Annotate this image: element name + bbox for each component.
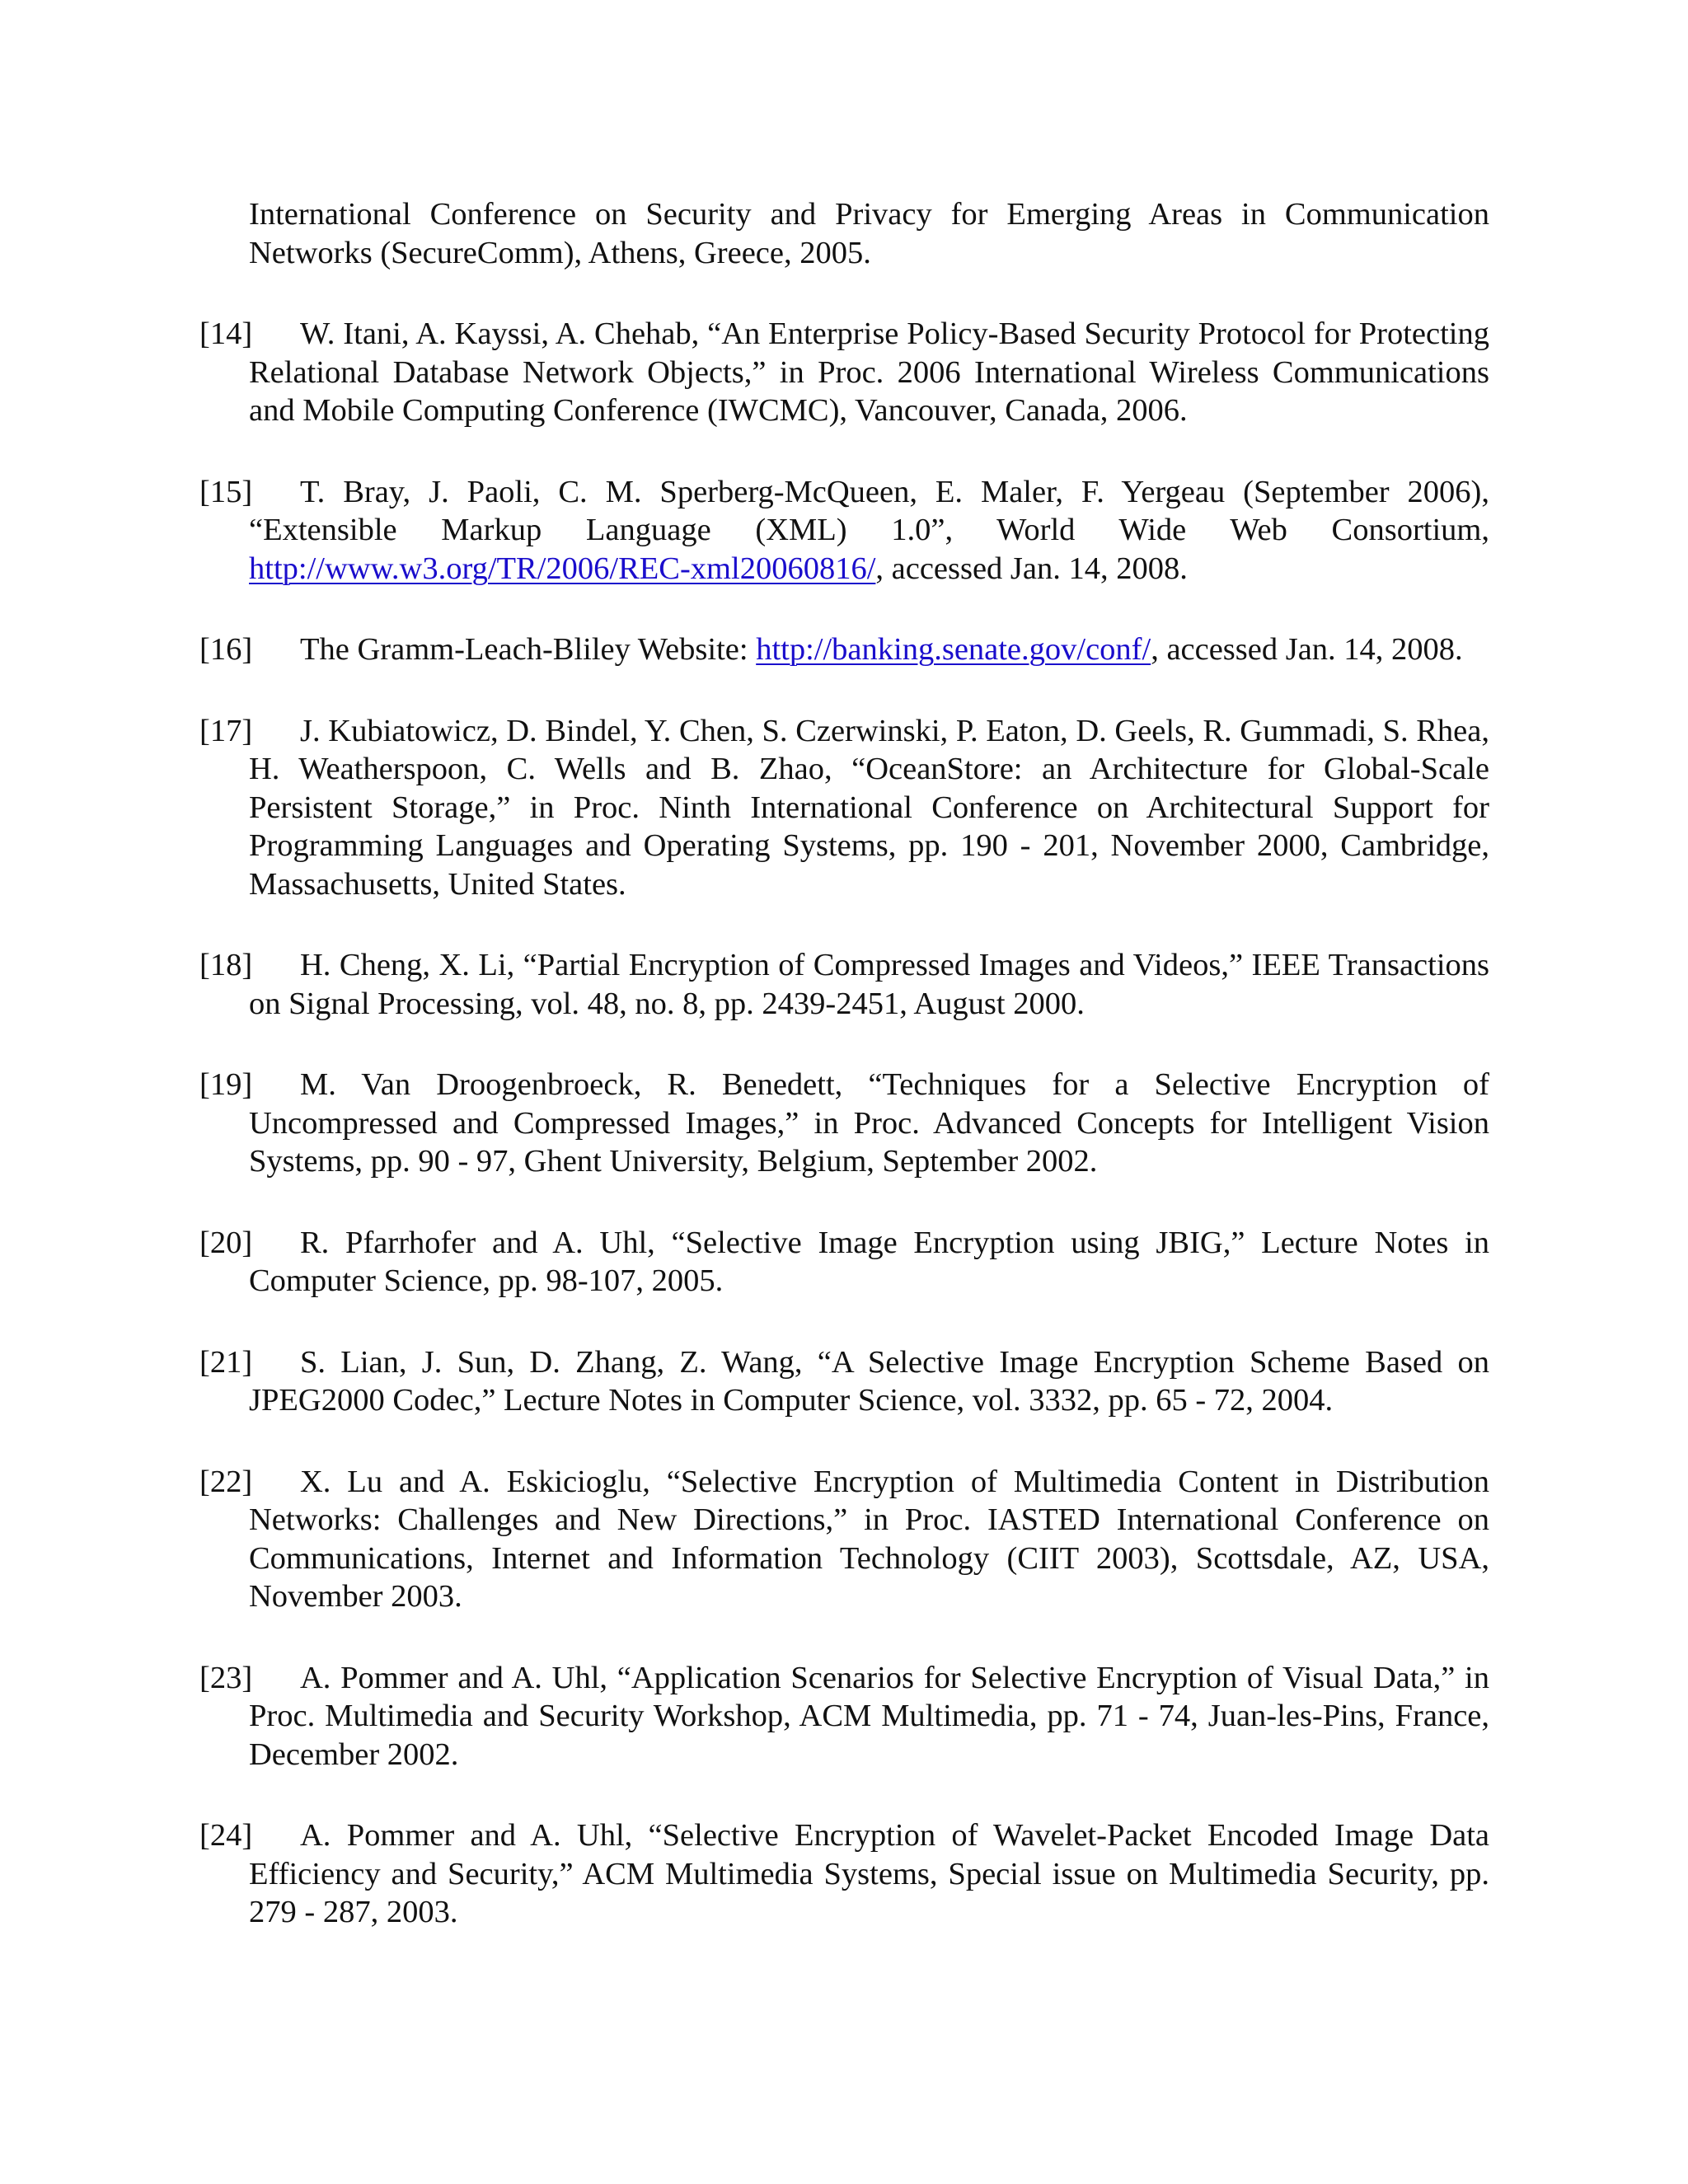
reference-15 xyxy=(199,473,1489,588)
reference-link[interactable]: http://banking.senate.gov/conf/ xyxy=(756,632,1151,667)
reference-number: [14] xyxy=(199,316,253,351)
reference-text: The Gramm-Leach-Bliley Website: xyxy=(300,632,757,667)
reference-text: R. Pfarrhofer and A. Uhl, “Selective Image Encryption using JBIG,” Lecture Notes in Computer Science, pp. 98-107, 2005. xyxy=(249,1225,1489,1298)
reference-number: [19] xyxy=(199,1067,253,1102)
reference-24 xyxy=(199,1816,1489,1932)
reference-13-continuation: International Conference on Security and Privacy for Emerging Areas in Communication Networks (SecureComm), Athens, Greece, 2005. xyxy=(249,197,1489,270)
reference-16 xyxy=(199,630,1489,669)
reference-number: [17] xyxy=(199,713,253,748)
reference-17 xyxy=(199,712,1489,904)
reference-14 xyxy=(199,315,1489,430)
reference-text: M. Van Droogenbroeck, R. Benedett, “Techniques for a Selective Encryption of Uncompressed and Compressed Images,” in Proc. Advanced Concepts for Intelligent Vision Systems, pp. 90 - 97, Ghent University, Belgium, September 2002. xyxy=(249,1067,1489,1179)
reference-22 xyxy=(199,1463,1489,1616)
reference-text-tail: , accessed Jan. 14, 2008. xyxy=(875,551,1188,586)
reference-text-tail: , accessed Jan. 14, 2008. xyxy=(1151,632,1463,667)
reference-text: A. Pommer and A. Uhl, “Selective Encryption of Wavelet-Packet Encoded Image Data Efficiency and Security,” ACM Multimedia Systems, Special issue on Multimedia Security, pp. 279 - 287, 2003. xyxy=(249,1818,1489,1929)
reference-number: [21] xyxy=(199,1344,253,1380)
reference-20 xyxy=(199,1224,1489,1301)
reference-text: X. Lu and A. Eskicioglu, “Selective Encryption of Multimedia Content in Distribution Networks: Challenges and New Directions,” in Proc. IASTED International Conference on Communications, Internet and Information Technology (CIIT 2003), Scottsdale, AZ, USA, November 2003. xyxy=(249,1464,1489,1614)
reference-text: S. Lian, J. Sun, D. Zhang, Z. Wang, “A Selective Image Encryption Scheme Based on JPEG2000 Codec,” Lecture Notes in Computer Science, vol. 3332, pp. 65 - 72, 2004. xyxy=(249,1344,1489,1418)
reference-link[interactable]: http://www.w3.org/TR/2006/REC-xml20060816/ xyxy=(249,551,876,586)
reference-23 xyxy=(199,1659,1489,1774)
reference-number: [15] xyxy=(199,474,253,509)
reference-text: T. Bray, J. Paoli, C. M. Sperberg-McQueen, E. Maler, F. Yergeau (September 2006), “Extensible Markup Language (XML) 1.0”, World Wide Web Consortium, xyxy=(249,474,1489,547)
reference-number: [20] xyxy=(199,1225,253,1260)
reference-number: [16] xyxy=(199,632,253,667)
reference-text: H. Cheng, X. Li, “Partial Encryption of Compressed Images and Videos,” IEEE Transactions on Signal Processing, vol. 48, no. 8, pp. 2439-2451, August 2000. xyxy=(249,948,1489,1021)
reference-19 xyxy=(199,1066,1489,1181)
reference-number: [22] xyxy=(199,1464,253,1499)
reference-list xyxy=(199,195,1489,1975)
reference-number: [23] xyxy=(199,1660,253,1695)
reference-text: J. Kubiatowicz, D. Bindel, Y. Chen, S. Czerwinski, P. Eaton, D. Geels, R. Gummadi, S. Rhea, H. Weatherspoon, C. Wells and B. Zhao, “OceanStore: an Architecture for Global-Scale Persistent Storage,” in Proc. Ninth International Conference on Architectural Support for Programming Languages and Operating Systems, pp. 190 - 201, November 2000, Cambridge, Massachusetts, United States. xyxy=(249,713,1489,902)
reference-text: A. Pommer and A. Uhl, “Application Scenarios for Selective Encryption of Visual Data,” in Proc. Multimedia and Security Workshop, ACM Multimedia, pp. 71 - 74, Juan-les-Pins, France, December 2002. xyxy=(249,1660,1489,1772)
reference-18 xyxy=(199,946,1489,1023)
reference-number: [24] xyxy=(199,1818,253,1853)
reference-text: W. Itani, A. Kayssi, A. Chehab, “An Enterprise Policy-Based Security Protocol for Protecting Relational Database Network Objects,” in Proc. 2006 International Wireless Communications and Mobile Computing Conference (IWCMC), Vancouver, Canada, 2006. xyxy=(249,316,1489,428)
reference-21 xyxy=(199,1343,1489,1420)
reference-number: [18] xyxy=(199,948,253,982)
